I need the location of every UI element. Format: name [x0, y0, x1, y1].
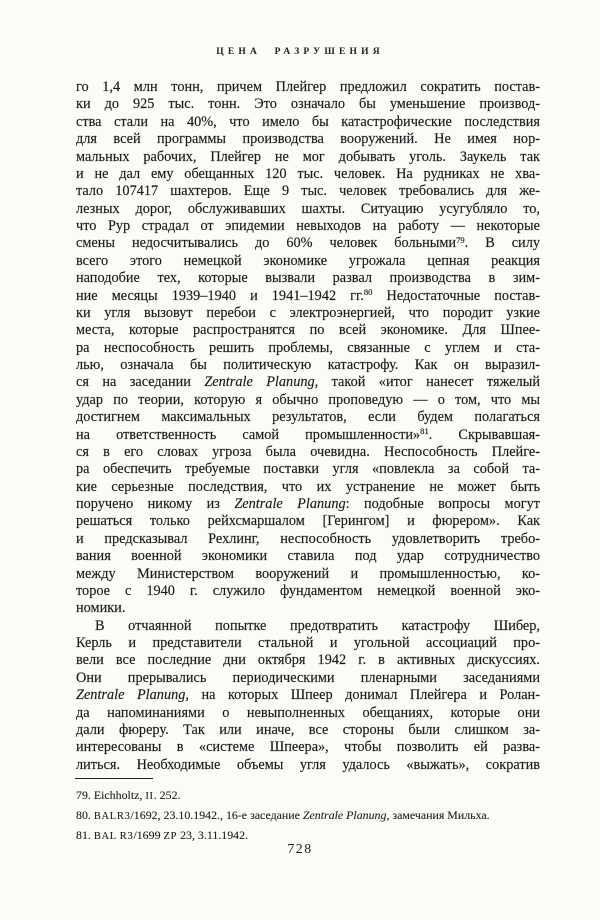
text-line: для всей программы производства вооружений. Не имея нор- [76, 131, 540, 148]
text-line: достигнем максимальных результатов, если будем полагаться [76, 409, 540, 426]
text-line: ки до 925 тыс. тонн. Это означало бы уменьшение производ- [76, 96, 540, 113]
text-line: лью, означала бы политическую катастрофу. Как он выразил- [76, 357, 540, 373]
text-line: поручено никому из Zentrale Planung: подобные вопросы могут [76, 496, 540, 512]
text-line: дали фюреру. Так или иначе, все стороны были слишком за- [76, 721, 540, 738]
text-line: и предсказывал Рехлинг, неспособность удовлетворить требо- [76, 530, 540, 547]
text-line: номики. [76, 600, 126, 617]
text-line: вания военной экономики ставила под удар сотрудничество [76, 548, 540, 565]
text-line: и не дал ему обещанных 120 тыс. человек. На рудниках не хва- [76, 165, 540, 182]
text-line: кие серьезные последствия, что их устранение не может быть [76, 478, 540, 495]
text-line: В отчаянной попытке предотвратить катастрофу Шибер, [95, 617, 540, 634]
text-line: всего этого немецкой экономике угрожала цепная реакция [76, 252, 540, 269]
text-line: Они прерывались периодическими пленарными заседаниями [76, 669, 540, 686]
text-line: лезных дорог, обслуживавших шахты. Ситуацию усугубляло то, [76, 200, 540, 217]
text-line: ра неспособность решить проблемы, связанные с углем и ста- [76, 339, 540, 356]
footnote-item: 79. Eichholtz, II. 252. [76, 788, 181, 802]
text-line: да напоминаниями о невыполненных обещаниях, которые они [76, 704, 540, 721]
text-line: удар по теории, которую я обычно проповедую — о том, что мы [76, 391, 540, 408]
footnote-separator [75, 778, 153, 779]
page-number: 728 [287, 841, 313, 856]
text-line: ства стали на 40%, что имело бы катастрофические последствия [76, 113, 540, 130]
text-line: ние месяцы 1939–1940 и 1941–1942 гг.$^{80}$ Недостаточные постав- [76, 286, 540, 304]
text-line: вели все последние дни октября 1942 г. в активных дискуссиях. [76, 652, 540, 669]
body-text [76, 79, 540, 774]
running-header: ЦЕНА РАЗРУШЕНИЯ [216, 47, 384, 57]
text-line: между Министерством вооружений и промышленностью, ко- [76, 565, 540, 582]
text-line: мальных рабочих, Плейгер не мог добывать уголь. Заукель так [76, 148, 540, 165]
footnote-item: 81. BAL R3/1699 ZP 23, 3.11.1942. [76, 828, 249, 843]
text-line: решаться только рейхсмаршалом [Герингом] и фюрером». Как [76, 513, 540, 530]
footnotes [76, 786, 546, 847]
text-line: ся в его словах угроза была очевидна. Неспособность Плейге- [76, 443, 540, 460]
text-line: тало 107417 шахтеров. Еще 9 тыс. человек требовались для же- [76, 183, 540, 200]
text-line: наподобие тех, которые вызвали развал производства в зим- [76, 270, 540, 287]
text-line: ки угля вызовут перебои с электроэнергией, что породит узкие [76, 304, 540, 321]
text-line: на ответственность самой промышленности»$^{81}$. Скрывавшая- [76, 425, 540, 443]
text-line: ра обеспечить требуемые поставки угля «повлекла за собой та- [76, 461, 540, 478]
text-line: торое с 1940 г. служило фундаментом немецкой военной эко- [76, 582, 540, 599]
text-line: го 1,4 млн тонн, причем Плейгер предложил сократить постав- [76, 79, 540, 95]
text-line: Zentrale Planung, на которых Шпеер донимал Плейгера и Ролан- [76, 687, 540, 704]
text-line: литься. Необходимые объемы угля удалось «выжать», сократив [76, 756, 540, 773]
text-line: смены недосчитывались до 60% человек больными$^{79}$. В силу [76, 234, 540, 252]
footnote-item: 80. BALR3/1692, 23.10.1942., 16-е заседание Zentrale Planung, замечания Мильха. [76, 808, 490, 823]
text-line: места, которые распространятся по всей экономике. Для Шпее- [76, 322, 540, 339]
text-line: Керль и представители стальной и угольной ассоциаций про- [76, 635, 540, 651]
text-line: что Рур страдал от эпидемии невыходов на работу — некоторые [76, 218, 540, 234]
text-line: интересованы в «системе Шпеера», чтобы позволить ей разва- [76, 739, 540, 756]
text-line: ся на заседании Zentrale Planung, такой «итог нанесет тяжелый [76, 374, 540, 391]
